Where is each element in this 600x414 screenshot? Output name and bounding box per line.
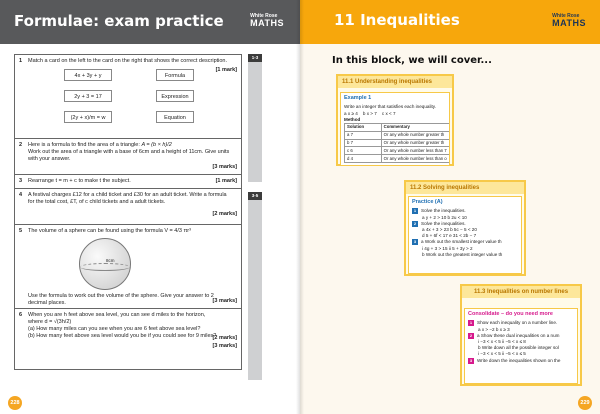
right-page-title: 11 Inequalities (334, 11, 460, 29)
step-title-11-1: 11.1 Understanding inequalities (338, 76, 452, 88)
right-page (300, 0, 600, 414)
white-rose-logo: White Rose MATHS (250, 13, 284, 28)
left-page-header (0, 0, 300, 44)
question-5: 5 The volume of a sphere can be found using the formula V = 4/3 πr³ 8cm Use the formula to work out the volume of the sphere. Give your answer to 2 decimal places. [3 marks] (15, 225, 241, 309)
question-4: 4 A festival charges £12 for a child ticket and £30 for an adult ticket. Write a formula for the total cost, £T, of c child tickets and a adult tickets. [2 marks] (15, 189, 241, 225)
question-6: 6 When you are h feet above sea level, you can see d miles to the horizon, where d = √(3h/2) (a) How many miles can you see when you are 6 feet above sea level? (b) How many feet above sea level would you be if you could see for 9 miles? [2 marks] [3 marks] (19, 312, 237, 349)
white-rose-logo-right: White Rose MATHS (552, 13, 586, 28)
tier-tab-3-5: 3-5 (248, 192, 262, 200)
block-intro: In this block, we will cover... (332, 55, 492, 66)
step-title-11-2: 11.2 Solving inequalities (406, 182, 524, 194)
book-spine-shadow (296, 0, 304, 414)
triangle-formula: A = (b × h)/2 (141, 142, 172, 148)
left-page-title: Formulae: exam practice (14, 12, 224, 30)
card-expression[interactable]: Expression (156, 90, 194, 102)
question-1: 1 Match a card on the left to the card on the right that shows the correct description. [1 mark] 4x + 3y + y Formula 2y + 3 = 17 Expression (2y + x)/m = w Equation (15, 55, 241, 139)
practice-card: Practice (A) 1 Solve the inequalities. a y + 2 > 10 b 2u < 10 2 Solve the inequalities. a 4x + 3 > 23 b 5c − 5 < 20 d 5 + 6f < 17 e 31 < 2b − 7 3 a Work out the smallest integer value th i 4g + 3 > 15 ii 5 + 3y > 2 b Work out the greatest integer value th (408, 196, 522, 274)
question-2: 2 Here is a formula to find the area of a triangle: A = (b × h)/2 Work out the area of a triangle with a base of 6cm and a height of 11cm. Give units with your answer. [3 marks] (15, 139, 241, 175)
card-equation[interactable]: Equation (156, 111, 194, 123)
example-card: Example 1 Write an integer that satisfies each inequality. a x ≥ 4 b x > 7 c x < 7 Method Solution Commentary a 7 Or any whole number greater th b 7 Or any whole number greater th c 6 Or any whole number less than 7 d 4 Or any whole number less than o (340, 92, 450, 166)
card-equation-left[interactable]: 2y + 3 = 17 (64, 90, 112, 102)
card-formula-left[interactable]: (2y + x)/m = w (64, 111, 112, 123)
tier-bar-2 (248, 200, 262, 380)
page-number-229: 229 (578, 396, 592, 410)
step-title-11-3: 11.3 Inequalities on number lines (462, 286, 580, 298)
tier-bar-1 (248, 62, 262, 182)
consolidate-card: Consolidate – do you need more 1 Show each inequality on a number line. a x > −2 b x ≥ 3 2 a Show these dual inequalities on a num i −3 < x < 5 ii −5 < x ≤ 8 b Write down all the possible integer sol i −3 < x < 5 ii −5 < x ≤ 5 3 Write down the inequalities shown on the (464, 308, 578, 384)
card-formula[interactable]: Formula (156, 69, 194, 81)
page-number-228: 228 (8, 396, 22, 410)
sphere-diagram: 8cm (79, 238, 131, 290)
method-table: Solution Commentary a 7 Or any whole number greater th b 7 Or any whole number greater th c 6 Or any whole number less than 7 d 4 Or any whole number less than o (344, 123, 450, 163)
card-expression-left[interactable]: 4x + 3y + y (64, 69, 112, 81)
right-page-header (300, 0, 600, 44)
tier-tab-1-3: 1-3 (248, 54, 262, 62)
question-3: 3 Rearrange t = m + c to make t the subject. [1 mark] (15, 175, 241, 189)
exam-questions (14, 54, 242, 370)
